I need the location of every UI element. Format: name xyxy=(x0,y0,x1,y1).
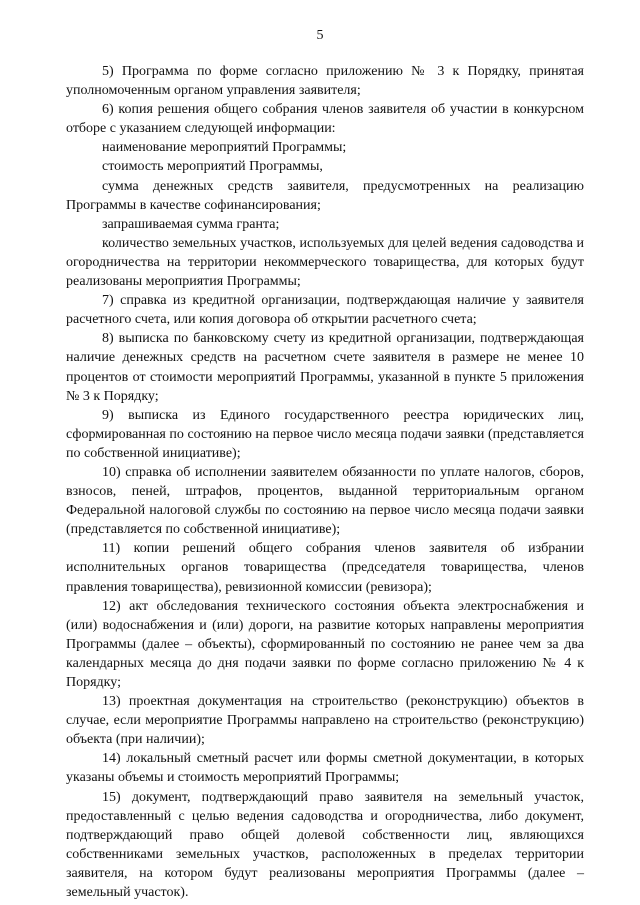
paragraph-item-6: 6) копия решения общего собрания членов заявителя об участии в конкурсном отборе с указанием следующей информации: xyxy=(66,102,584,137)
paragraph-item-14: 14) локальный сметный расчет или формы сметной документации, в которых указаны объемы и стоимость мероприятий Программы; xyxy=(66,751,584,786)
page-number: 5 xyxy=(316,28,324,43)
paragraph-subitem: стоимость мероприятий Программы, xyxy=(102,159,323,175)
paragraph-subitem: количество земельных участков, используемых для целей ведения садоводства и огородничества на территории некоммерческого товарищества, для которых будут реализованы мероприятия Программы; xyxy=(66,235,584,290)
paragraph-item-7: 7) справка из кредитной организации, подтверждающая наличие у заявителя расчетного счета, или копия договора об открытии расчетного счета; xyxy=(66,293,584,328)
document-body xyxy=(66,62,584,902)
paragraph-subitem: наименование мероприятий Программы; xyxy=(102,140,347,156)
paragraph-subitem: сумма денежных средств заявителя, предусмотренных на реализацию Программы в качестве софинансирования; xyxy=(66,178,584,213)
paragraph-subitem: запрашиваемая сумма гранта; xyxy=(102,216,280,232)
paragraph-item-10: 10) справка об исполнении заявителем обязанности по уплате налогов, сборов, взносов, пеней, штрафов, процентов, выданной территориальным органом Федеральной налоговой службы по состоянию на первое число месяца подачи заявки (представляется по собственной инициативе); xyxy=(66,464,584,538)
paragraph-item-11: 11) копии решений общего собрания членов заявителя об избрании исполнительных органов товарищества (председателя товарищества, членов правления товарищества), ревизионной комиссии (ревизора); xyxy=(66,541,584,595)
paragraph-item-15: 15) документ, подтверждающий право заявителя на земельный участок, предоставленный с целью ведения садоводства и огородничества, либо документ, подтверждающий право общей долевой собственности лиц, являющихся собственниками земельных участков, расположенных в пределах территории заявителя, на котором будут реализованы мероприятия Программы (далее – земельный участок). xyxy=(66,789,584,901)
paragraph-item-5: 5) Программа по форме согласно приложению № 3 к Порядку, принятая уполномоченным органом управления заявителя; xyxy=(66,64,584,99)
paragraph-item-8: 8) выписка по банковскому счету из кредитной организации, подтверждающая наличие денежных средств на расчетном счете заявителя в размере не менее 10 процентов от стоимости мероприятий Программы, указанной в пункте 5 приложения № 3 к Порядку; xyxy=(66,331,584,404)
paragraph-item-13: 13) проектная документация на строительство (реконструкцию) объектов в случае, если мероприятие Программы направлено на строительство (реконструкцию) объекта (при наличии); xyxy=(66,694,584,748)
paragraph-item-9: 9) выписка из Единого государственного реестра юридических лиц, сформированная по состоянию на первое число месяца подачи заявки (представляется по собственной инициативе); xyxy=(66,407,584,461)
paragraph-item-12: 12) акт обследования технического состояния объекта электроснабжения и (или) водоснабжения и (или) дороги, на развитие которых направлены мероприятия Программы (далее – объекты), сформированный по состоянию не ранее чем за два календарных месяца до дня подачи заявки по форме согласно приложению № 4 к Порядку; xyxy=(66,598,584,690)
